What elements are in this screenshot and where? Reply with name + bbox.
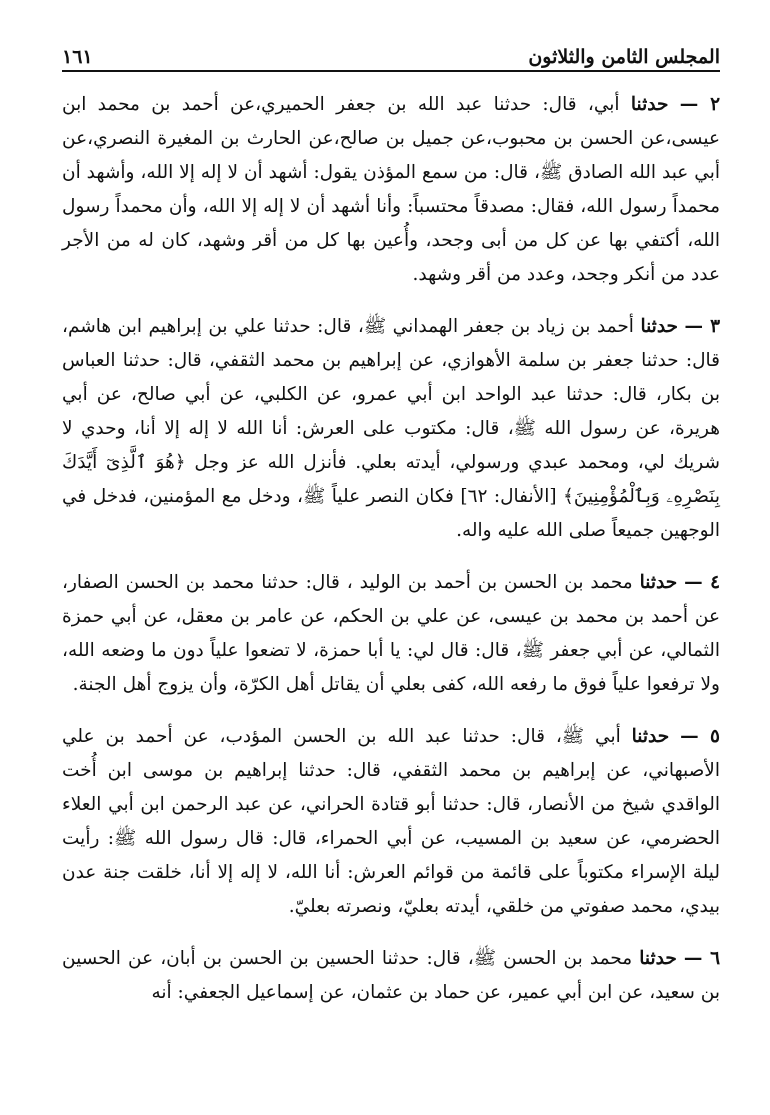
header-divider — [62, 70, 720, 72]
hadith-paragraph — [62, 310, 720, 548]
hadith-paragraph — [62, 88, 720, 292]
page-number: ١٦١ — [62, 46, 93, 68]
hadith-number: ٤ — — [684, 572, 721, 593]
page-header — [62, 38, 720, 68]
hadith-lead-word: حدثنا — [640, 316, 678, 337]
hadith-number: ٢ — — [679, 94, 720, 115]
hadith-text: أبي، قال: حدثنا عبد الله بن جعفر الحميري،عن أحمد بن محمد ابن عيسى،عن الحسن بن محبوب،عن جميل بن صالح،عن الحارث بن المغيرة النصري،عن أبي عبد الله الصادق ﷺ، قال: من سمع المؤذن يقول: أشهد أن لا إله إلا الله، وأشهد أن محمداً رسول الله، فقال: مصدقاً محتسباً: وأنا أشهد أن لا إله إلا الله، وأن محمداً رسول الله، أكتفي بها عن كل من أبى وجحد، وأُعين بها كل من أقر وشهد، كان له من الأجر عدد من أنكر وجحد، وعدد من أقر وشهد. — [62, 94, 720, 285]
hadith-paragraph — [62, 720, 720, 924]
hadith-paragraph — [62, 942, 720, 1010]
chapter-title: المجلس الثامن والثلاثون — [528, 46, 720, 68]
hadith-paragraph — [62, 566, 720, 702]
hadith-text: محمد بن الحسن ﷺ، قال: حدثنا الحسين بن الحسن بن أبان، عن الحسين بن سعيد، عن ابن أبي عمير، عن حماد بن عثمان، عن إسماعيل الجعفي: أنه — [62, 948, 720, 1003]
hadith-number: ٥ — — [680, 726, 720, 747]
hadith-lead-word: حدثنا — [639, 948, 677, 969]
hadith-text: محمد بن الحسن بن أحمد بن الوليد ، قال: حدثنا محمد بن الحسن الصفار، عن أحمد بن محمد بن عيسى، عن علي بن الحكم، عن عامر بن معقل، عن أبي حمزة الثمالي، عن أبي جعفر ﷺ، قال: قال لي: يا أبا حمزة، لا تضعوا علياً دون ما وضعه الله، ولا ترفعوا علياً فوق ما رفعه الله، كفى بعلي أن يقاتل أهل الكرّة، وأن يزوج أهل الجنة. — [62, 572, 720, 695]
hadith-number: ٣ — — [684, 316, 720, 337]
hadith-text: أبي ﷺ، قال: حدثنا عبد الله بن الحسن المؤدب، عن أحمد بن علي الأصبهاني، عن إبراهيم بن محمد الثقفي، قال: حدثنا إبراهيم بن موسى ابن أُخت الواقدي شيخ من الأنصار، قال: حدثنا أبو قتادة الحراني، عن عبد الرحمن ابن أبي العلاء الحضرمي، عن سعيد بن المسيب، عن أبي الحمراء، قال: قال رسول الله ﷺ: رأيت ليلة الإسراء مكتوباً على قائمة من قوائم العرش: أنا الله، لا إله إلا أنا، خلقت جنة عدن بيدي، محمد صفوتي من خلقي، أيدته بعليّ، ونصرته بعليّ. — [62, 726, 720, 917]
hadith-text: أحمد بن زياد بن جعفر الهمداني ﷺ، قال: حدثنا علي بن إبراهيم ابن هاشم، قال: حدثنا جعفر بن سلمة الأهوازي، عن إبراهيم بن محمد الثقفي، قال: حدثنا العباس بن بكار، قال: حدثنا عبد الواحد ابن أبي عمرو، عن الكلبي، عن أبي صالح، عن أبي هريرة، عن رسول الله ﷺ، قال: مكتوب على العرش: أنا الله لا إله إلا أنا، وحدي لا شريك لي، ومحمد عبدي ورسولي، أيدته بعلي. فأنزل الله عز وجل ﴿هُوَ ٱلَّذِىٓ أَيَّدَكَ بِنَصْرِهِۦ وَبِٱلْمُؤْمِنِينَ﴾ [الأنفال: ٦٢] فكان النصر علياً ﷺ، ودخل مع المؤمنين، فدخل في الوجهين جميعاً صلى الله عليه واله. — [62, 316, 720, 541]
hadith-lead-word: حدثنا — [639, 572, 678, 593]
hadith-lead-word: حدثنا — [630, 94, 669, 115]
hadith-lead-word: حدثنا — [631, 726, 670, 747]
page-body — [62, 88, 720, 1095]
hadith-number: ٦ — — [683, 948, 720, 969]
